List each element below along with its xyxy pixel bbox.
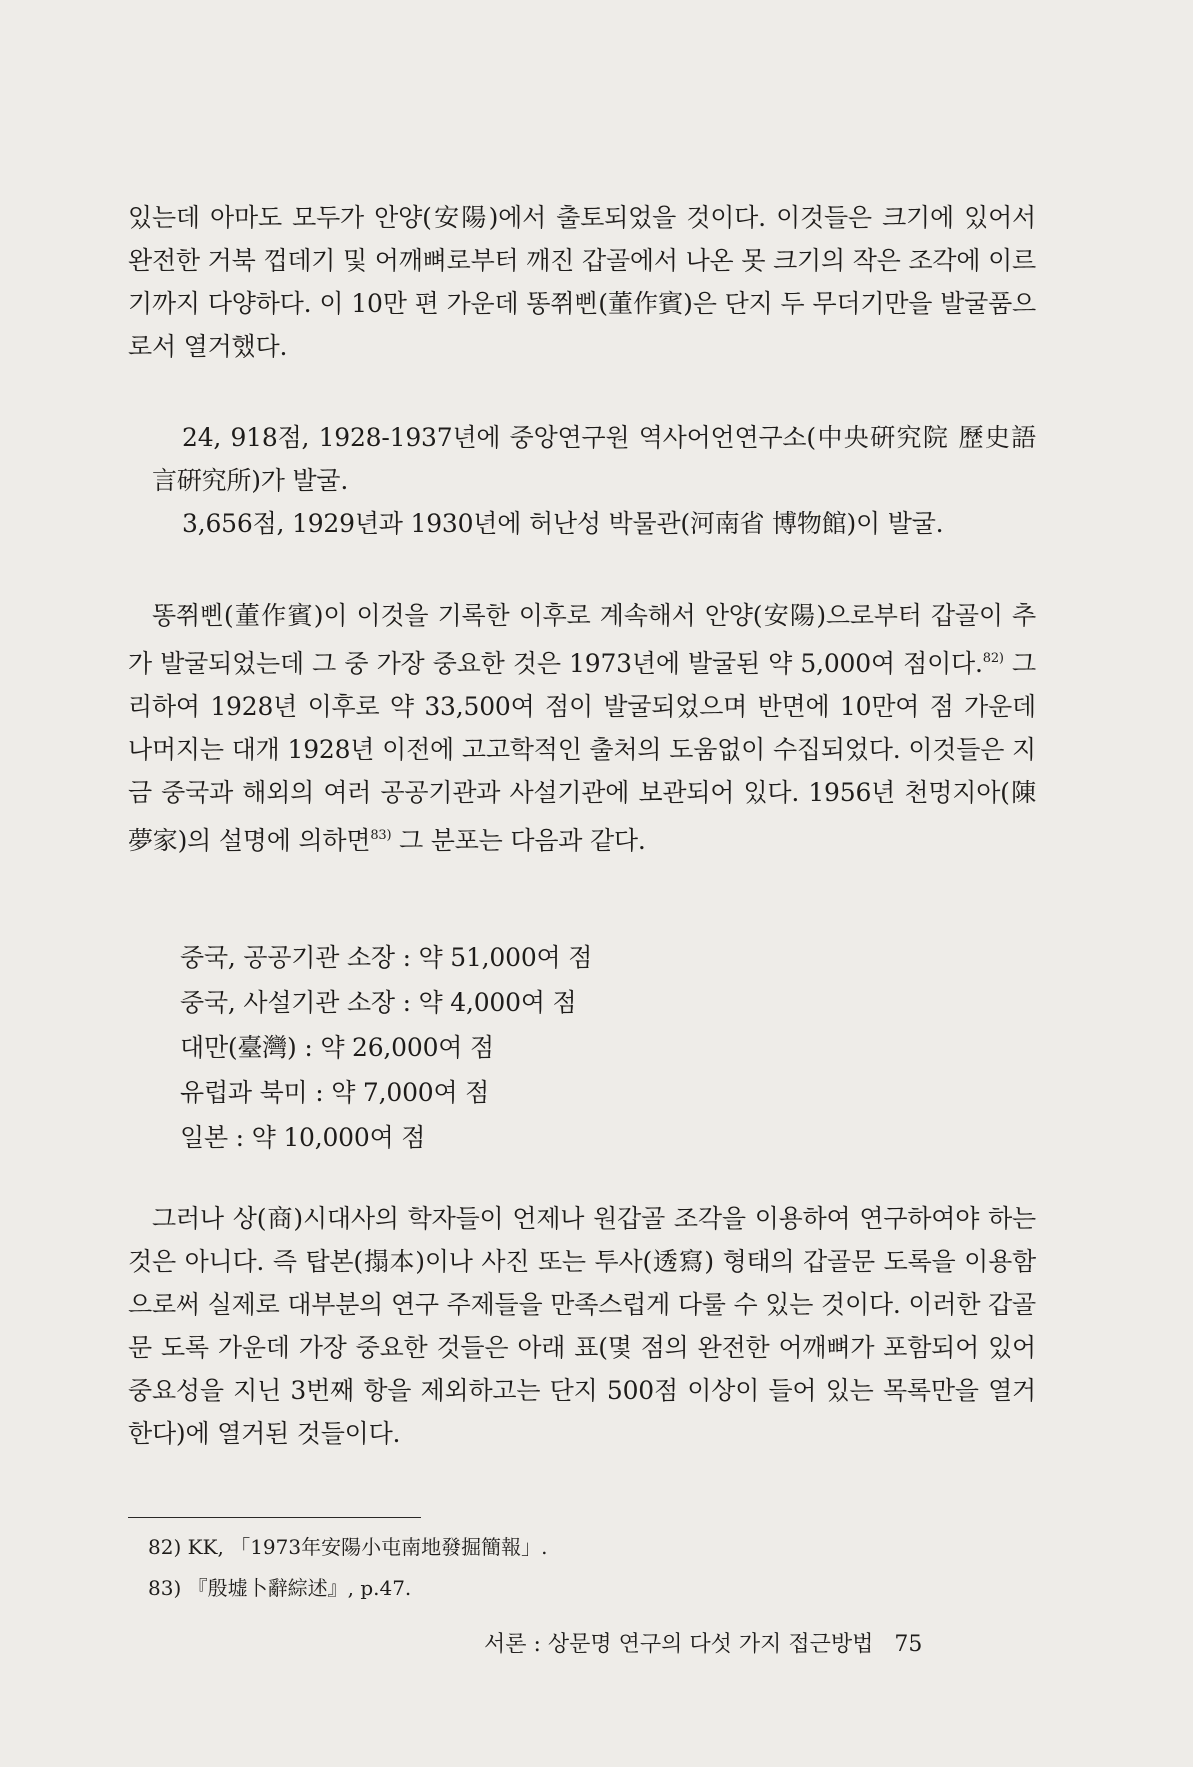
paragraph-1-block xyxy=(128,196,1036,368)
running-title: 서론 : 상문명 연구의 다섯 가지 접근방법 xyxy=(484,1632,874,1657)
running-footer xyxy=(484,1630,922,1660)
paragraph-3-block xyxy=(128,1197,1036,1455)
footnote-divider xyxy=(128,1517,421,1518)
paragraph-3: 그러나 상(商)시대사의 학자들이 언제나 원갑골 조각을 이용하여 연구하여야 하는 것은 아니다. 즉 탑본(搨本)이나 사진 또는 투사(透寫) 형태의 갑골문 도록을 이용함으로써 실제로 대부분의 연구 주제들을 만족스럽게 다룰 수 있는 것이다. 이러한 갑골문 도록 가운데 가장 중요한 것들은 아래 표(몇 점의 완전한 어깨뼈가 포함되어 있어 중요성을 지닌 3번째 항을 제외하고는 단지 500점 이상이 들어 있는 목록만을 열거한다)에 열거된 것들이다. xyxy=(128,1204,1036,1448)
paragraph-2-text-a: 똥쮜삔(董作賓)이 이것을 기록한 이후로 계속해서 안양(安陽)으로부터 갑골이 추가 발굴되었는데 그 중 가장 중요한 것은 1973년에 발굴된 약 5,000여 점이다. xyxy=(128,601,1036,678)
paragraph-2-text-c: 그 분포는 다음과 같다. xyxy=(391,826,646,855)
paragraph-1: 있는데 아마도 모두가 안양(安陽)에서 출토되었을 것이다. 이것들은 크기에 있어서 완전한 거북 껍데기 및 어깨뼈로부터 깨진 갑골에서 나온 못 크기의 작은 조각에 이르기까지 다양하다. 이 10만 편 가운데 똥쮜삔(董作賓)은 단지 두 무더기만을 발굴품으로서 열거했다. xyxy=(128,203,1036,361)
footnote-83: 83) 『殷墟卜辭綜述』, p.47. xyxy=(148,1576,412,1600)
footnote-82: 82) KK, 「1973年安陽小屯南地發掘簡報」. xyxy=(148,1535,548,1559)
footnote-ref-83: 83) xyxy=(370,828,392,843)
list-item: 중국, 공공기관 소장 : 약 51,000여 점 xyxy=(180,943,593,972)
paragraph-2-text-b: 그리하여 1928년 이후로 약 33,500여 점이 발굴되었으며 반면에 10만여 점 가운데 나머지는 대개 1928년 이전에 고고학적인 출처의 도움없이 수집되었다. 이것들은 지금 중국과 해외의 여러 공공기관과 사설기관에 보관되어 있다. 1956년 천멍지아(陳夢家)의 설명에 의하면 xyxy=(128,649,1036,855)
list-item: 일본 : 약 10,000여 점 xyxy=(180,1123,426,1152)
paragraph-2 xyxy=(128,594,1036,862)
paragraph-2-block xyxy=(128,594,1036,862)
distribution-list xyxy=(128,935,1036,1160)
footnote-ref-82: 82) xyxy=(982,651,1004,666)
excavation-quote-1: 24, 918점, 1928-1937년에 중앙연구원 역사어언연구소(中央硏究院 歷史語言硏究所)가 발굴. xyxy=(152,423,1036,495)
list-item: 대만(臺灣) : 약 26,000여 점 xyxy=(180,1033,494,1062)
page-number: 75 xyxy=(894,1632,923,1657)
list-item: 유럽과 북미 : 약 7,000여 점 xyxy=(180,1078,490,1107)
excavation-quote-block xyxy=(128,416,1036,545)
excavation-quote-2: 3,656점, 1929년과 1930년에 허난성 박물관(河南省 博物館)이 발굴. xyxy=(182,509,944,538)
list-item: 중국, 사설기관 소장 : 약 4,000여 점 xyxy=(180,988,577,1017)
